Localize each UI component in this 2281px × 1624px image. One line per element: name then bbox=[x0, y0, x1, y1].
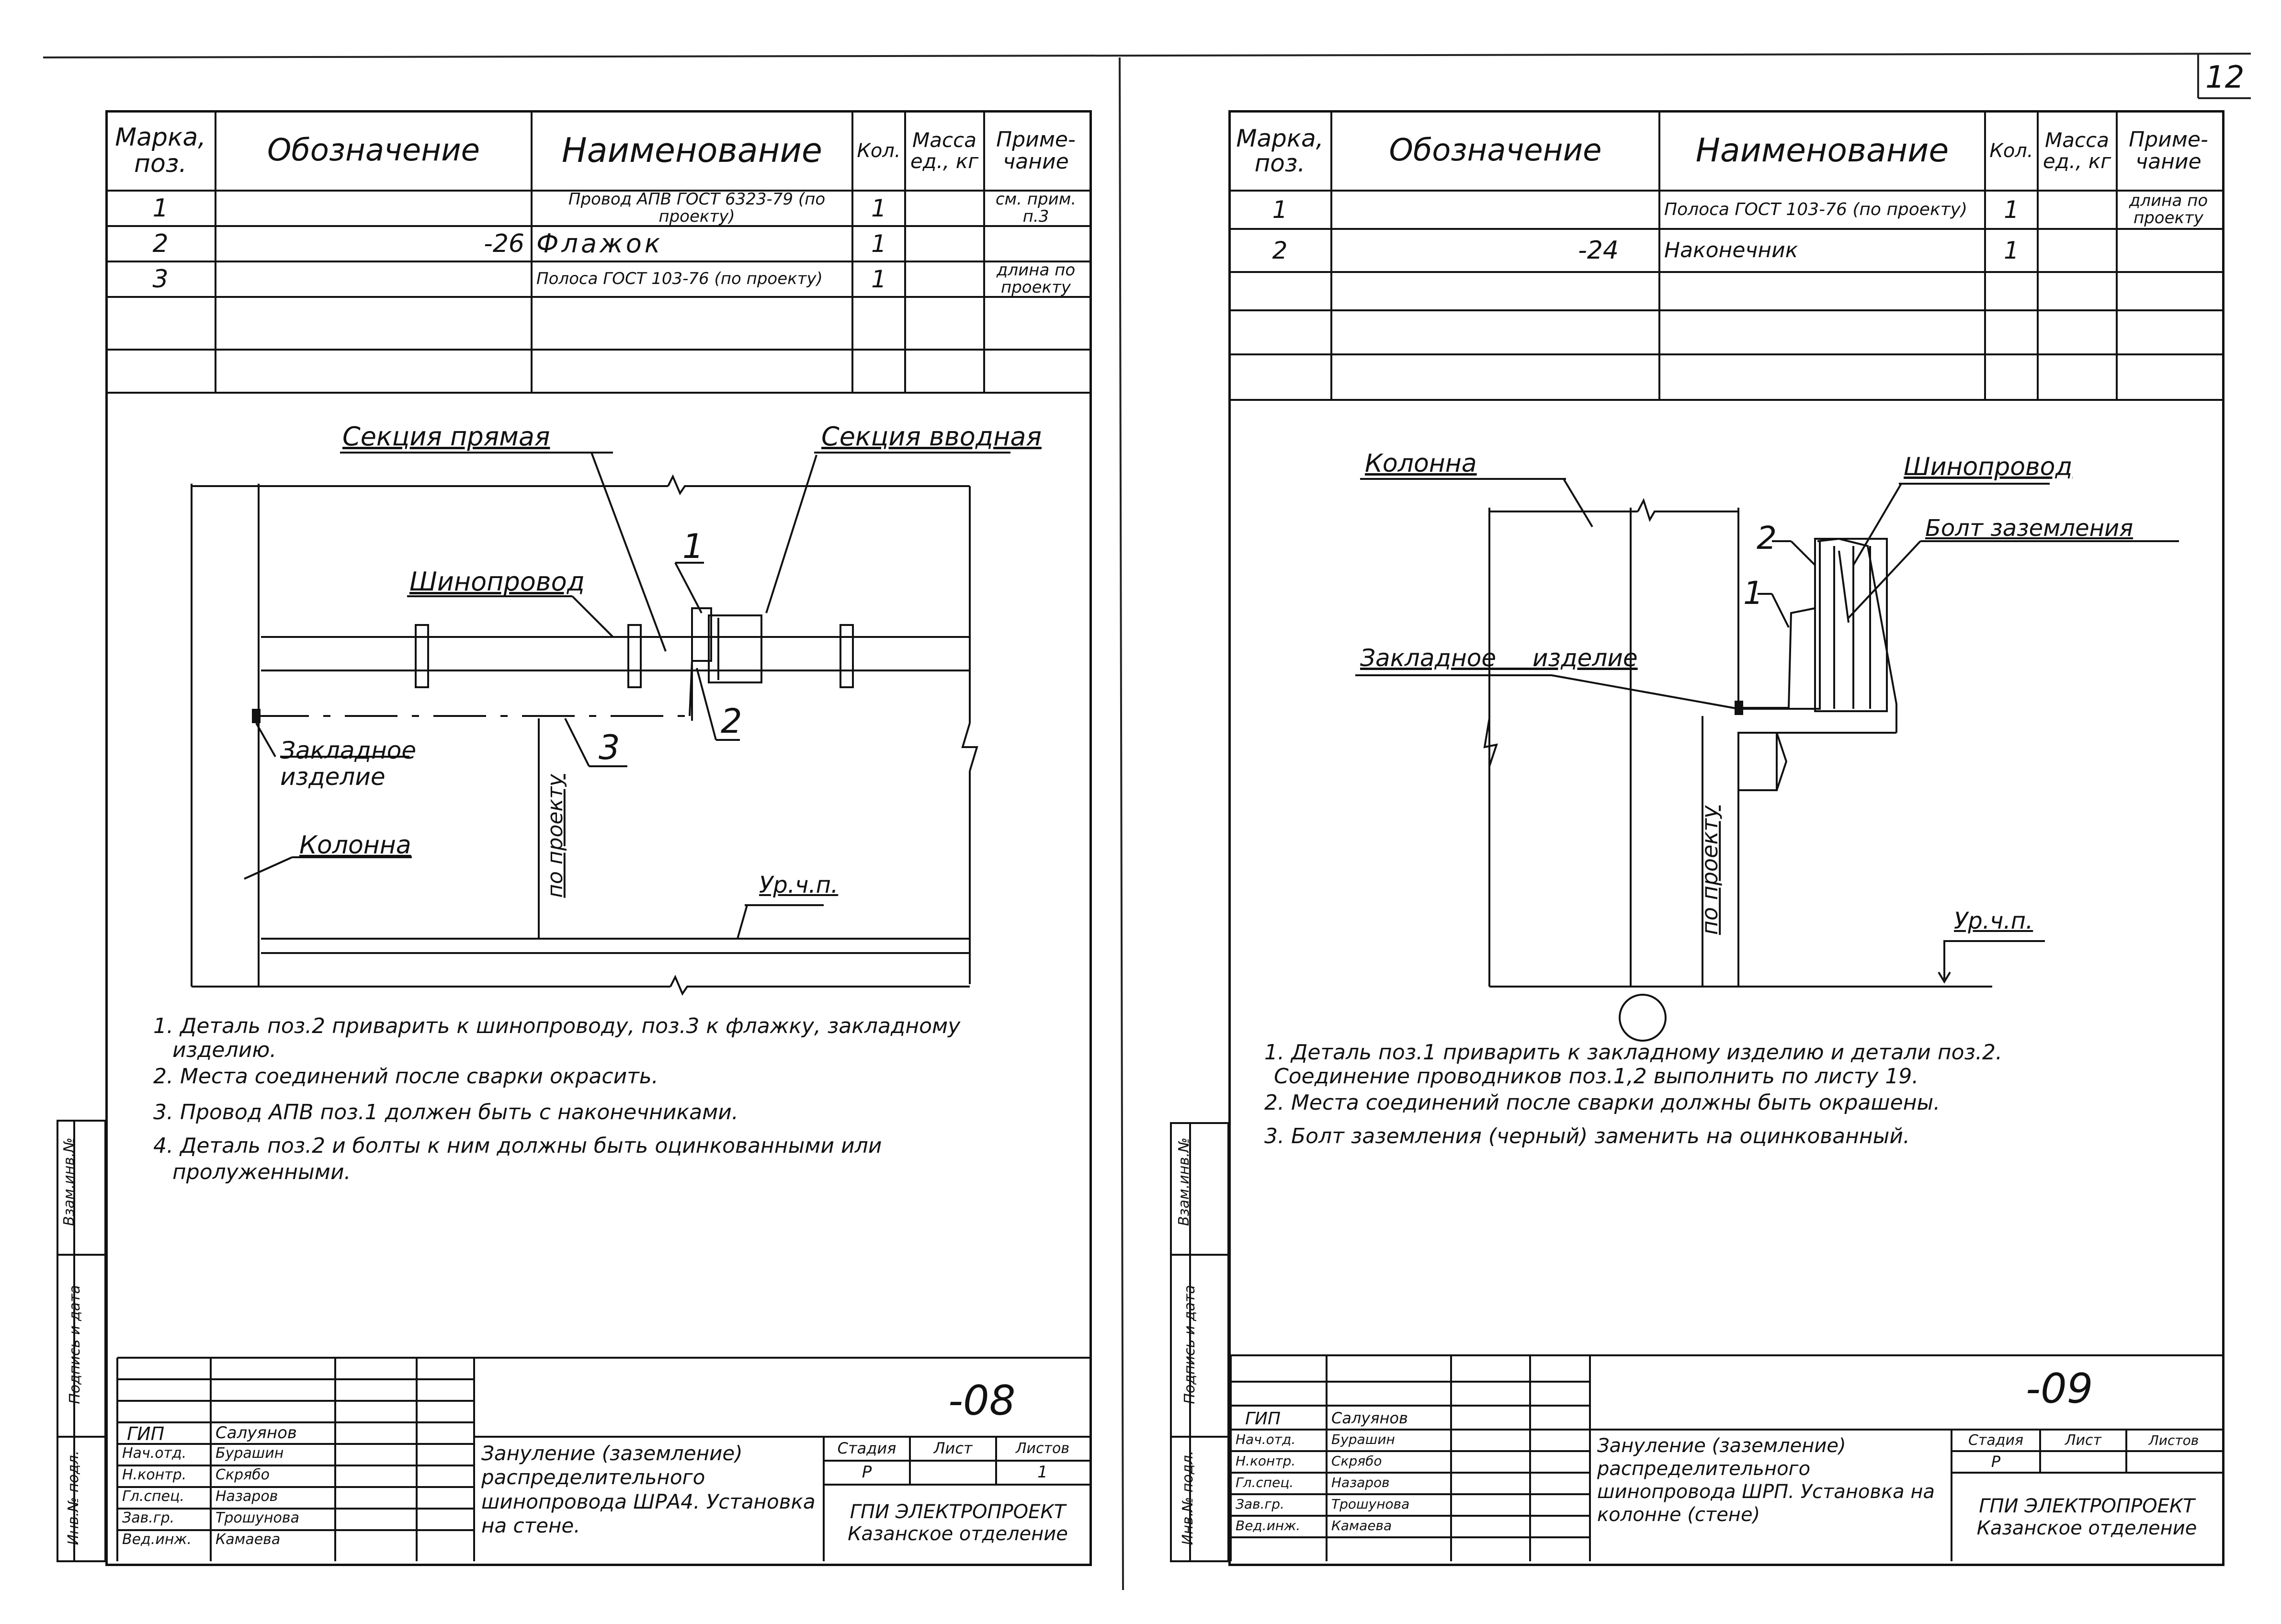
left-stamp-inv-no: Инв.№ подл. bbox=[65, 1450, 82, 1545]
right-label-column: Колонна bbox=[1365, 449, 1477, 478]
left-header-mass: Масса ед., кг bbox=[910, 128, 979, 173]
right-tb-name-4: Назаров bbox=[1331, 1475, 1390, 1490]
right-header-name: Наименование bbox=[1695, 132, 1949, 170]
right-tb-name-5: Трошунова bbox=[1331, 1496, 1410, 1512]
right-tb-stage: Р bbox=[1991, 1452, 2001, 1471]
left-row3-note: длина по проекту bbox=[996, 261, 1076, 297]
left-row2-mark: 2 bbox=[152, 229, 169, 258]
right-tb-sheet-label: Лист bbox=[2065, 1431, 2102, 1449]
left-tb-stage: Р bbox=[862, 1463, 872, 1482]
right-row1-note: длина по проекту bbox=[2129, 191, 2208, 227]
left-title-code: -08 bbox=[948, 1377, 1016, 1425]
left-row2-qty: 1 bbox=[871, 229, 886, 258]
left-row3-qty: 1 bbox=[871, 265, 886, 293]
left-stamp-replace-inv: Взам.инв.№ bbox=[60, 1137, 78, 1226]
right-tb-stage-label: Стадия bbox=[1968, 1431, 2024, 1449]
right-row2-designation: -24 bbox=[1578, 236, 1619, 265]
left-header-designation: Обозначение bbox=[267, 133, 480, 169]
left-label-section-input: Секция вводная bbox=[821, 421, 1042, 452]
left-tb-name-2: Бурашин bbox=[216, 1445, 284, 1462]
left-tb-name-1: Салуянов bbox=[216, 1423, 297, 1442]
right-tb-name-3: Скрябо bbox=[1331, 1453, 1382, 1469]
left-row2-name: Флажок bbox=[536, 228, 663, 259]
left-label-section-straight: Секция прямая bbox=[342, 421, 550, 452]
left-row2-designation: -26 bbox=[484, 229, 524, 258]
left-note-line6: пролуженными. bbox=[172, 1160, 351, 1184]
right-tb-role-4: Гл.спец. bbox=[1236, 1475, 1294, 1490]
left-tb-role-4: Гл.спец. bbox=[122, 1488, 184, 1505]
left-note-line1: 1. Деталь поз.2 приварить к шинопроводу, поз.3 к флажку, закладному bbox=[153, 1014, 961, 1038]
left-tb-role-6: Вед.инж. bbox=[122, 1531, 192, 1548]
right-tb-name-1: Салуянов bbox=[1331, 1409, 1408, 1427]
right-tb-name-2: Бурашин bbox=[1331, 1431, 1395, 1447]
right-stamp-inv-no: Инв.№ подл. bbox=[1180, 1450, 1197, 1545]
left-row1-note: см. прим. п.3 bbox=[995, 190, 1077, 226]
left-row1-qty: 1 bbox=[871, 194, 886, 222]
left-header-note: Приме- чание bbox=[996, 127, 1076, 174]
left-label-pos3: 3 bbox=[599, 728, 620, 767]
right-note-line2: Соединение проводников поз.1,2 выполнить по листу 19. bbox=[1274, 1064, 1919, 1089]
right-header-mass: Масса ед., кг bbox=[2043, 128, 2111, 173]
right-row1-mark: 1 bbox=[1272, 195, 1288, 224]
right-label-per-project: по проекту bbox=[1697, 805, 1723, 935]
left-label-floor-level: Ур.ч.п. bbox=[759, 872, 839, 898]
left-header-name: Наименование bbox=[562, 131, 822, 170]
right-note-line4: 3. Болт заземления (черный) заменить на оцинкованный. bbox=[1264, 1124, 1910, 1148]
left-note-line3: 2. Места соединений после сварки окрасить. bbox=[153, 1064, 658, 1089]
left-row1-name: Провод АПВ ГОСТ 6323-79 (по проекту) bbox=[568, 190, 826, 226]
left-note-line5: 4. Деталь поз.2 и болты к ним должны быть оцинкованными или bbox=[153, 1134, 882, 1158]
right-row2-qty: 1 bbox=[2004, 236, 2019, 264]
left-tb-name-4: Назаров bbox=[216, 1488, 278, 1505]
right-label-floor-level: Ур.ч.п. bbox=[1954, 908, 2033, 934]
left-header-mark: Марка, поз. bbox=[115, 123, 206, 178]
left-tb-role-5: Зав.гр. bbox=[122, 1510, 175, 1526]
right-tb-role-1: ГИП bbox=[1245, 1409, 1281, 1429]
left-tb-name-3: Скрябо bbox=[216, 1466, 270, 1483]
right-header-designation: Обозначение bbox=[1389, 133, 1602, 169]
left-label-column: Колонна bbox=[299, 831, 411, 860]
left-tb-name-5: Трошунова bbox=[216, 1510, 299, 1526]
right-tb-role-6: Вед.инж. bbox=[1236, 1518, 1301, 1533]
right-stamp-replace-inv: Взам.инв.№ bbox=[1175, 1137, 1192, 1226]
left-stamp-sign-date: Подпись и дата bbox=[66, 1285, 83, 1404]
left-label-pos2: 2 bbox=[721, 702, 742, 741]
left-tb-stage-label: Стадия bbox=[837, 1439, 897, 1458]
left-tb-sheets-label: Листов bbox=[1015, 1440, 1070, 1457]
left-tb-name-6: Камаева bbox=[216, 1531, 281, 1548]
left-label-pos1: 1 bbox=[682, 527, 704, 566]
right-label-ground-bolt: Болт заземления bbox=[1925, 515, 2133, 542]
right-row1-qty: 1 bbox=[2004, 195, 2019, 224]
right-label-pos2: 2 bbox=[1757, 520, 1777, 556]
right-title-code: -09 bbox=[2026, 1365, 2093, 1413]
right-stamp-sign-date: Подпись и дата bbox=[1181, 1285, 1198, 1404]
right-header-note: Приме- чание bbox=[2129, 127, 2208, 174]
left-tb-role-3: Н.контр. bbox=[122, 1466, 187, 1483]
left-label-per-project: по проекту bbox=[543, 774, 567, 898]
left-tb-role-1: ГИП bbox=[127, 1423, 165, 1444]
right-label-embedded-part: Закладное изделие bbox=[1360, 644, 1638, 672]
left-row3-name: Полоса ГОСТ 103-76 (по проекту) bbox=[536, 269, 823, 289]
right-row2-mark: 2 bbox=[1272, 236, 1288, 264]
left-tb-org: ГПИ ЭЛЕКТРОПРОЕКТ Казанское отделение bbox=[848, 1501, 1068, 1545]
right-header-mark: Марка, поз. bbox=[1236, 124, 1324, 177]
left-label-embedded-part: Закладное изделие bbox=[280, 737, 417, 791]
right-label-busbar: Шинопровод bbox=[1904, 453, 2073, 481]
left-tb-sheet-label: Лист bbox=[933, 1439, 973, 1458]
left-tb-title: Зануление (заземление) распределительного шинопровода ШРА4. Установка на стене. bbox=[481, 1442, 816, 1538]
right-row1-name: Полоса ГОСТ 103-76 (по проекту) bbox=[1664, 200, 1968, 220]
left-note-line2: изделию. bbox=[172, 1038, 277, 1062]
right-label-pos1: 1 bbox=[1743, 575, 1763, 612]
right-tb-role-3: Н.контр. bbox=[1236, 1453, 1296, 1469]
left-row1-mark: 1 bbox=[152, 193, 169, 223]
right-tb-title: Зануление (заземление) распределительного шинопровода ШРП. Установка на колонне (стене) bbox=[1597, 1435, 1935, 1526]
right-tb-org: ГПИ ЭЛЕКТРОПРОЕКТ Казанское отделение bbox=[1976, 1495, 2197, 1539]
right-header-qty: Кол. bbox=[1989, 140, 2033, 162]
right-note-line3: 2. Места соединений после сварки должны быть окрашены. bbox=[1264, 1090, 1941, 1115]
right-tb-sheets-label: Листов bbox=[2148, 1432, 2199, 1448]
left-label-busbar: Шинопровод bbox=[409, 567, 585, 597]
left-tb-role-2: Нач.отд. bbox=[122, 1445, 187, 1462]
left-tb-sheet: 1 bbox=[1037, 1463, 1048, 1482]
left-header-qty: Кол. bbox=[857, 140, 901, 162]
right-row2-name: Наконечник bbox=[1664, 238, 1798, 262]
page-number: 12 bbox=[2205, 60, 2245, 95]
right-tb-role-5: Зав.гр. bbox=[1236, 1496, 1284, 1512]
right-tb-name-6: Камаева bbox=[1331, 1518, 1392, 1533]
right-note-line1: 1. Деталь поз.1 приварить к закладному изделию и детали поз.2. bbox=[1264, 1040, 2002, 1065]
right-tb-role-2: Нач.отд. bbox=[1236, 1431, 1296, 1447]
left-row3-mark: 3 bbox=[152, 264, 169, 294]
left-note-line4: 3. Провод АПВ поз.1 должен быть с наконечниками. bbox=[153, 1100, 738, 1124]
